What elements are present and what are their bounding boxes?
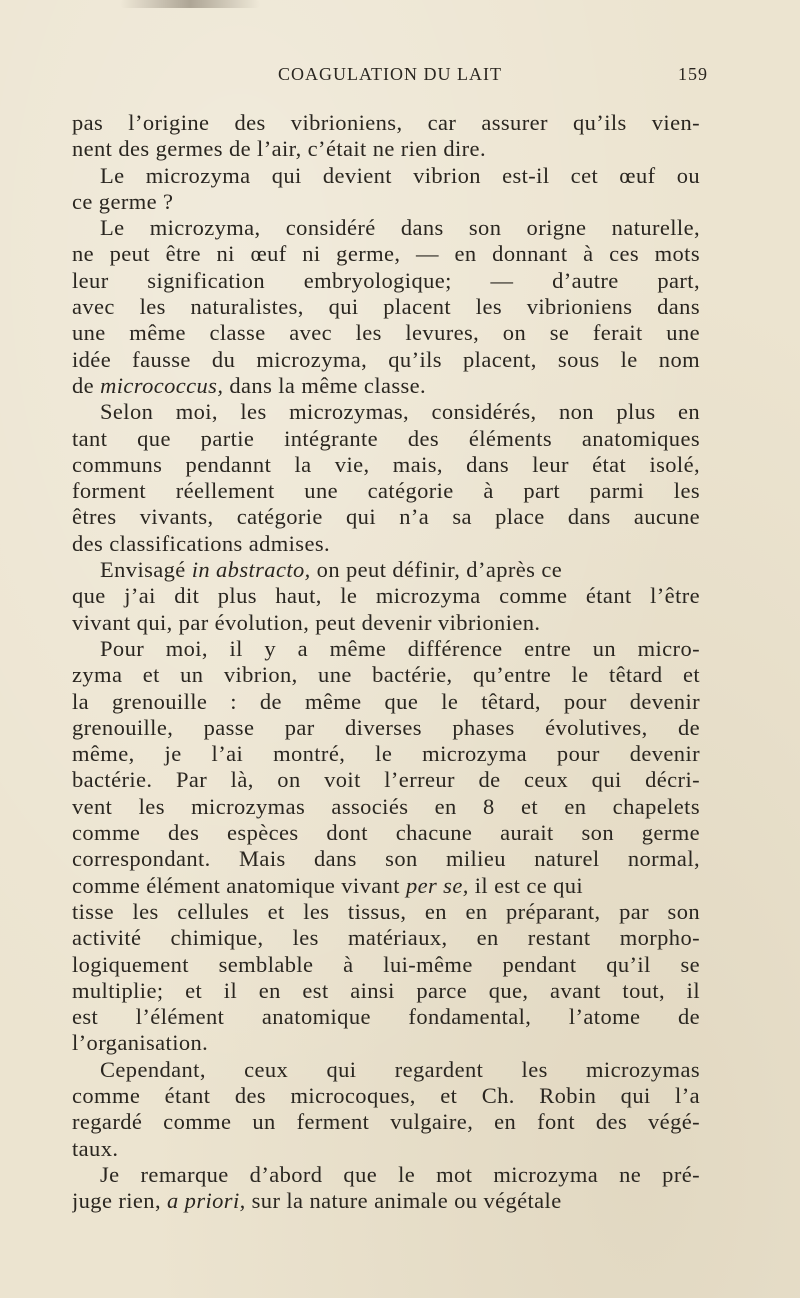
text-segment: dans la même classe. <box>223 372 427 398</box>
italic-term: a priori, <box>167 1188 246 1214</box>
text-line: vent les microzymas associés en 8 et en chapelets <box>72 793 700 819</box>
text-line <box>72 1188 700 1214</box>
running-head <box>72 60 708 90</box>
text-line: leur signification embryologique; — d’autre part, <box>72 267 700 293</box>
text-line: taux. <box>72 1135 119 1161</box>
italic-term: micrococcus, <box>100 372 224 398</box>
text-line: zyma et un vibrion, une bactérie, qu’entre le têtard et <box>72 662 700 688</box>
text-line: bactérie. Par là, on voit l’erreur de ceux qui décri- <box>72 767 700 793</box>
text-line: activité chimique, les matériaux, en restant morpho- <box>72 925 700 951</box>
text-line: multiplie; et il en est ainsi parce que, avant tout, il <box>72 977 700 1003</box>
text-line: pas l’origine des vibrioniens, car assurer qu’ils vien- <box>72 110 700 135</box>
text-segment: Envisagé <box>100 557 192 583</box>
text-line <box>72 557 700 583</box>
running-head-title: COAGULATION DU LAIT <box>278 64 502 84</box>
text-line: ne peut être ni œuf ni germe, — en donnant à ces mots <box>72 241 700 267</box>
text-line: même, je l’ai montré, le microzyma pour devenir <box>72 741 700 767</box>
text-line: grenouille, passe par diverses phases évolutives, de <box>72 714 700 740</box>
scan-smudge <box>120 0 260 8</box>
text-line: nent des germes de l’air, c’était ne rien dire. <box>72 136 486 162</box>
text-segment: il est ce qui <box>468 872 584 898</box>
text-line: vivant qui, par évolution, peut devenir vibrionien. <box>72 609 541 635</box>
text-segment: de <box>72 372 101 398</box>
text-line: communs pendannt la vie, mais, dans leur état isolé, <box>72 451 700 477</box>
text-line: tisse les cellules et les tissus, en en préparant, par son <box>72 898 700 924</box>
text-line: comme étant des microcoques, et Ch. Robin qui l’a <box>72 1082 700 1108</box>
text-line: Selon moi, les microzymas, considérés, non plus en <box>100 399 700 425</box>
text-line: Le microzyma qui devient vibrion est-il cet œuf ou <box>100 162 700 188</box>
italic-term: in abstracto, <box>191 557 311 583</box>
text-line: Cependant, ceux qui regardent les microzymas <box>100 1056 700 1082</box>
text-line: ce germe ? <box>72 188 174 214</box>
text-line: la grenouille : de même que le têtard, pour devenir <box>72 688 700 714</box>
text-line: comme des espèces dont chacune aurait son germe <box>72 820 700 846</box>
text-line: logiquement semblable à lui-même pendant qu’il se <box>72 951 700 977</box>
text-line: avec les naturalistes, qui placent les vibrioniens dans <box>72 294 700 320</box>
text-line: des classifications admises. <box>72 530 331 556</box>
text-line: Pour moi, il y a même différence entre un micro- <box>100 635 700 661</box>
text-line <box>72 373 700 399</box>
text-line: Le microzyma, considéré dans son origne naturelle, <box>100 215 700 241</box>
text-line: une même classe avec les levures, on se ferait une <box>72 320 700 346</box>
text-line: correspondant. Mais dans son milieu naturel normal, <box>72 846 700 872</box>
text-line: tant que partie intégrante des éléments anatomiques <box>72 425 700 451</box>
text-line: est l’élément anatomique fondamental, l’atome de <box>72 1004 700 1030</box>
text-line: l’organisation. <box>72 1030 209 1056</box>
text-segment: comme élément anatomique vivant <box>72 872 406 898</box>
text-segment: juge rien, <box>72 1188 167 1214</box>
text-segment: sur la nature animale ou végétale <box>251 1188 562 1214</box>
text-line: êtres vivants, catégorie qui n’a sa place dans aucune <box>72 504 700 530</box>
text-line <box>72 873 700 899</box>
text-line: regardé comme un ferment vulgaire, en font des végé- <box>72 1109 700 1135</box>
text-line: idée fausse du microzyma, qu’ils placent, sous le nom <box>72 346 700 372</box>
page-number: 159 <box>678 64 708 84</box>
text-line: Je remarque d’abord que le mot microzyma ne pré- <box>100 1161 700 1187</box>
text-segment: on peut définir, d’après ce <box>310 557 563 583</box>
text-line: forment réellement une catégorie à part parmi les <box>72 478 700 504</box>
body-text <box>72 110 700 1214</box>
italic-term: per se, <box>405 872 469 898</box>
text-line: que j’ai dit plus haut, le microzyma comme étant l’être <box>72 583 700 609</box>
